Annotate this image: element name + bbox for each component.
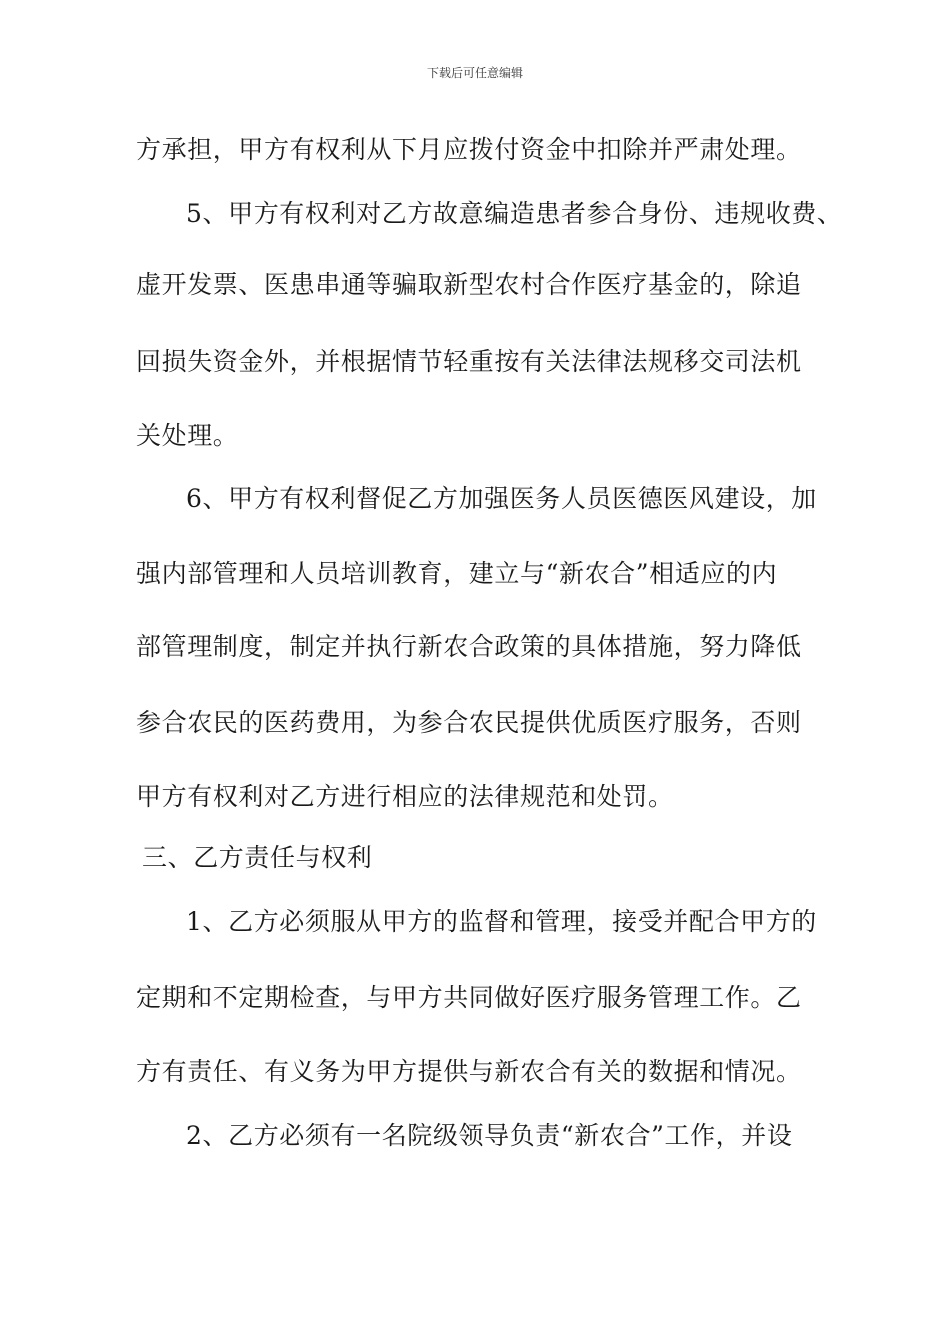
page-header: 下载后可任意编辑 (426, 66, 523, 80)
paragraph-line: 5、甲方有权利对乙方故意编造患者参合身份、违规收费、 (186, 199, 843, 228)
paragraph-line: 虚开发票、医患串通等骗取新型农村合作医疗基金的，除追 (136, 270, 802, 299)
paragraph-line: 回损失资金外，并根据情节轻重按有关法律法规移交司法机 (136, 347, 802, 376)
paragraph-line: 方有责任、有义务为甲方提供与新农合有关的数据和情况。 (136, 1057, 802, 1086)
section-heading: 三、乙方责任与权利 (142, 843, 373, 872)
paragraph-line: 6、甲方有权利督促乙方加强医务人员医德医风建设，加 (186, 484, 817, 513)
paragraph-line: 甲方有权利对乙方进行相应的法律规范和处罚。 (136, 782, 674, 811)
paragraph-line: 1、乙方必须服从甲方的监督和管理，接受并配合甲方的 (186, 907, 817, 936)
paragraph-line: 部管理制度，制定并执行新农合政策的具体措施，努力降低 (136, 632, 802, 661)
paragraph-line: 关处理。 (136, 421, 239, 450)
paragraph-line: 参合农民的医药费用，为参合农民提供优质医疗服务，否则 (136, 708, 802, 737)
paragraph-line: 定期和不定期检查，与甲方共同做好医疗服务管理工作。乙 (136, 983, 802, 1012)
paragraph-line: 2、乙方必须有一名院级领导负责“新农合”工作，并设 (186, 1121, 793, 1150)
paragraph-line: 方承担，甲方有权利从下月应拨付资金中扣除并严肃处理。 (136, 135, 802, 164)
paragraph-line: 强内部管理和人员培训教育，建立与“新农合”相适应的内 (136, 559, 778, 588)
